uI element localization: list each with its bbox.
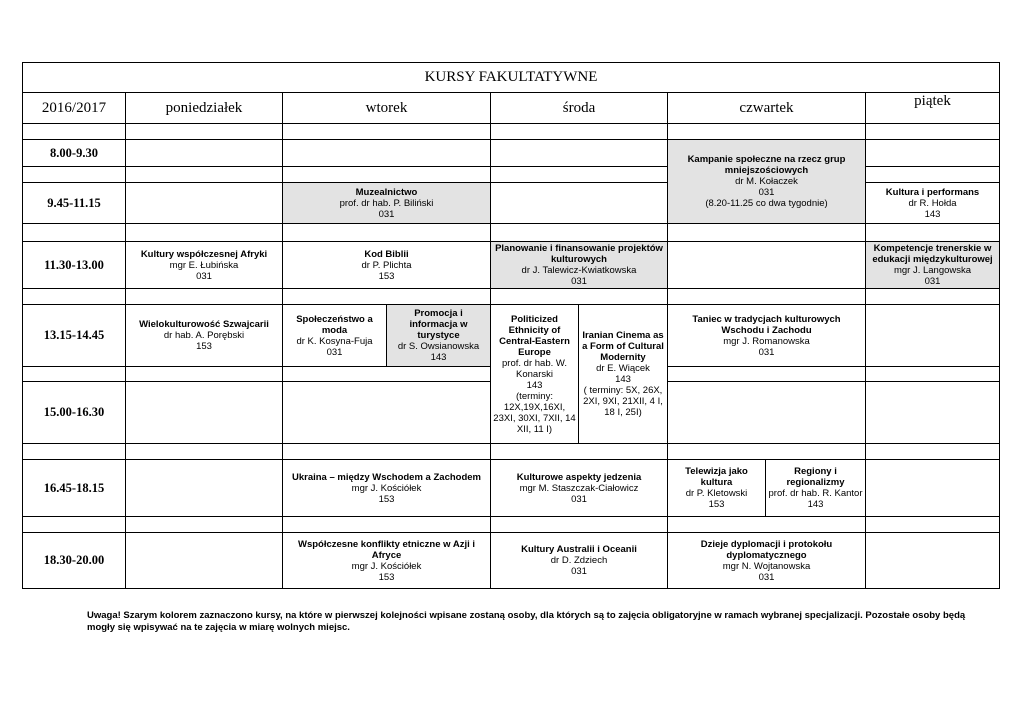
day-header-tuesday: wtorek [283, 93, 491, 124]
course-cell: Kultury Australii i Oceanii dr D. Zdziech 031 [491, 533, 668, 589]
time-slot: 16.45-18.15 [23, 460, 126, 517]
course-cell: Współczesne konflikty etniczne w Azji i Afryce mgr J. Kościółek 153 [283, 533, 491, 589]
course-cell: Promocja i informacja w turystyce dr S. Owsianowska 143 [387, 305, 491, 367]
time-slot: 9.45-11.15 [23, 183, 126, 224]
course-cell: Muzealnictwo prof. dr hab. P. Biliński 031 [283, 183, 491, 224]
course-cell: Ukraina – między Wschodem a Zachodem mgr J. Kościółek 153 [283, 460, 491, 517]
course-cell: Kampanie społeczne na rzecz grup mniejszościowych dr M. Kołaczek 031 (8.20-11.25 co dwa tygodnie) [668, 140, 866, 224]
course-cell: Kulturowe aspekty jedzenia mgr M. Staszczak-Ciałowicz 031 [491, 460, 668, 517]
day-header-wednesday: środa [491, 93, 668, 124]
time-slot: 13.15-14.45 [23, 305, 126, 367]
course-cell: Regiony i regionalizmy prof. dr hab. R. Kantor 143 [766, 460, 866, 517]
header-row [23, 93, 1000, 124]
course-cell: Planowanie i finansowanie projektów kulturowych dr J. Talewicz-Kwiatkowska 031 [491, 242, 668, 289]
day-header-monday: poniedziałek [126, 93, 283, 124]
course-cell: Telewizja jako kultura dr P. Kletowski 153 [668, 460, 766, 517]
schedule-table [22, 62, 1000, 589]
year-header: 2016/2017 [23, 93, 126, 124]
time-slot: 18.30-20.00 [23, 533, 126, 589]
course-cell: Taniec w tradycjach kulturowych Wschodu i Zachodu mgr J. Romanowska 031 [668, 305, 866, 367]
day-header-friday: piątek [866, 93, 1000, 124]
time-slot: 8.00-9.30 [23, 140, 126, 167]
course-cell: Kultury współczesnej Afryki mgr E. Łubińska 031 [126, 242, 283, 289]
day-header-thursday: czwartek [668, 93, 866, 124]
course-cell: Politicized Ethnicity of Central-Eastern Europe prof. dr hab. W. Konarski 143 (terminy: 12X,19X,16XI, 23XI, 30XI, 7XII, 14 XII, 11 I) [491, 305, 579, 444]
time-slot: 11.30-13.00 [23, 242, 126, 289]
course-cell: Kod Biblii dr P. Plichta 153 [283, 242, 491, 289]
schedule-title: KURSY FAKULTATYWNE [23, 63, 1000, 93]
course-cell: Wielokulturowość Szwajcarii dr hab. A. Porębski 153 [126, 305, 283, 367]
footnote: Uwaga! Szarym kolorem zaznaczono kursy, na które w pierwszej kolejności wpisane zostaną osoby, dla których są to zajęcia obligatoryjne w ramach wybranej specjalizacji. Pozostałe osoby będą mogły się wpisywać na te zajęcia w miarę wolnych miejsc. [87, 610, 966, 633]
course-cell: Dzieje dyplomacji i protokołu dyplomatycznego mgr N. Wojtanowska 031 [668, 533, 866, 589]
course-cell: Społeczeństwo a moda dr K. Kosyna-Fuja 031 [283, 305, 387, 367]
course-cell: Iranian Cinema as a Form of Cultural Modernity dr E. Wiącek 143 ( terminy: 5X, 26X, 2XI, 9XI, 21XII, 4 I, 18 I, 25I) [579, 305, 668, 444]
course-cell: Kompetencje trenerskie w edukacji międzykulturowej mgr J. Langowska 031 [866, 242, 1000, 289]
course-cell: Kultura i performans dr R. Hołda 143 [866, 183, 1000, 224]
time-slot: 15.00-16.30 [23, 382, 126, 444]
